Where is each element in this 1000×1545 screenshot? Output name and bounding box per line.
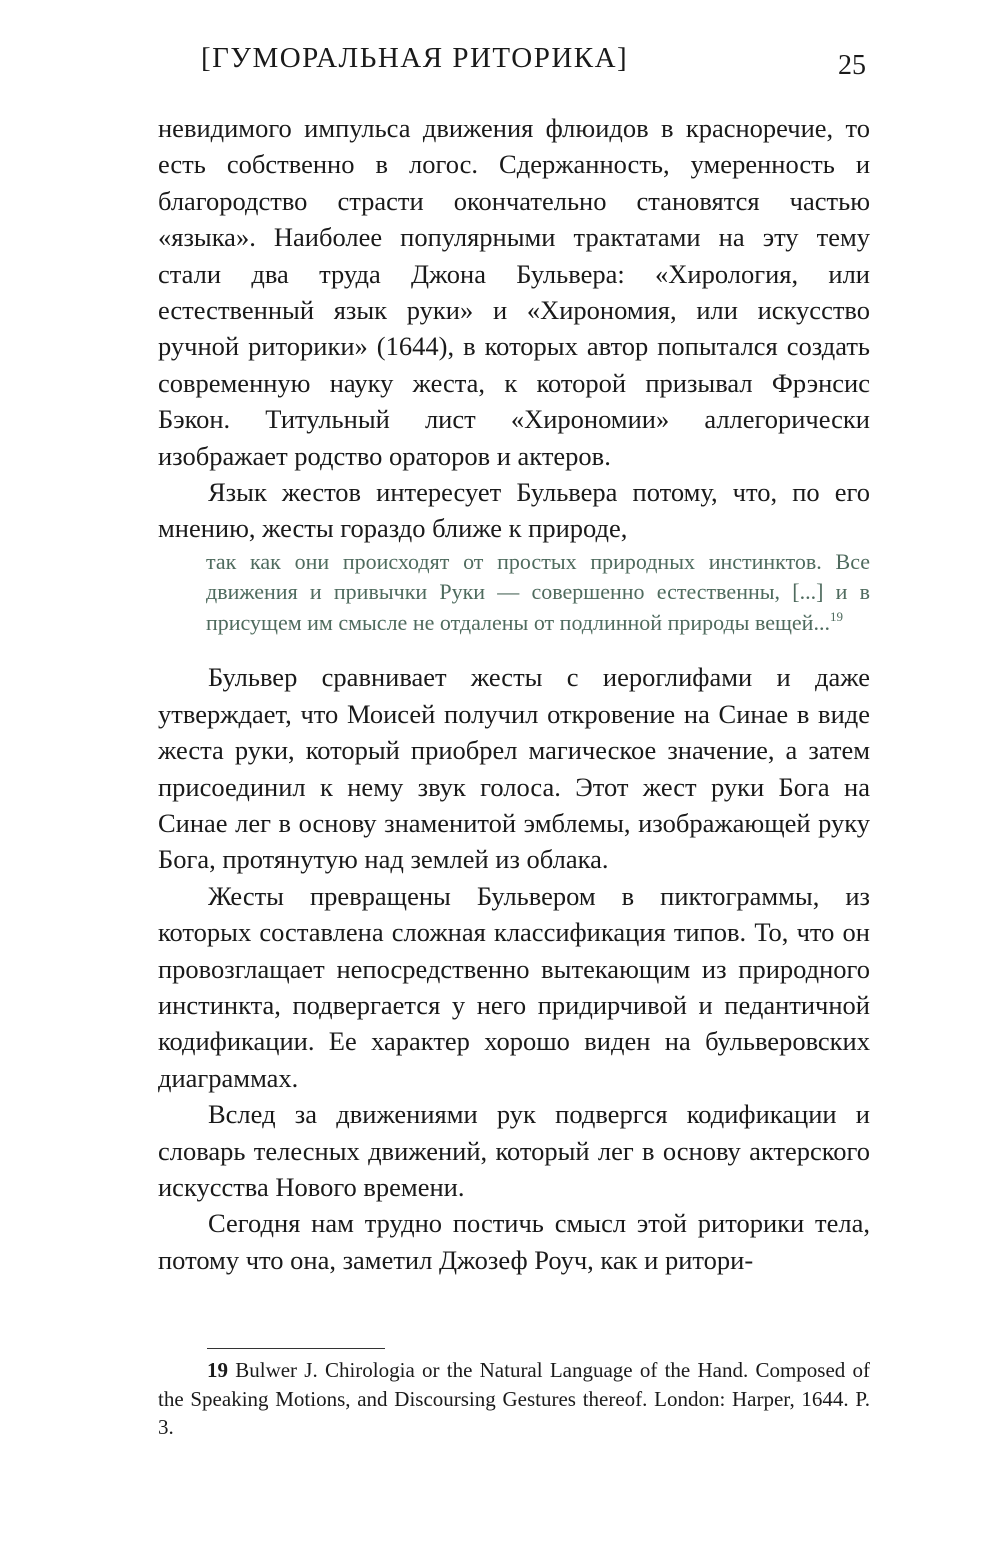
paragraph: Вслед за движениями рук подвергся кодификации и словарь телесных движений, который лег в основу актерского искусства Нового времени. xyxy=(158,1099,870,1203)
footnote-number: 19 xyxy=(207,1358,228,1382)
footnote-divider xyxy=(207,1348,385,1349)
footnote-text: Bulwer J. Chirologia or the Natural Language of the Hand. Composed of the Speaking Motions, and Discoursing Gestures thereof. London: Harper, 1644. P. 3. xyxy=(158,1358,870,1439)
paragraph: Сегодня нам трудно постичь смысл этой риторики тела, потому что она, заметил Джозеф Роуч, как и ритори- xyxy=(158,1208,870,1275)
paragraph: невидимого импульса движения флюидов в красноречие, то есть собственно в логос. Сдержанность, умеренность и благородство страсти окончательно становятся частью «языка». Наиболее популярными трактатами на эту тему стали два труда Джона Бульвера: «Хирология, или естественный язык руки» и «Хирономия, или искусство ручной риторики» (1644), в которых автор попытался создать современную науку жеста, к которой призывал Фрэнсис Бэкон. Титульный лист «Хирономии» аллегорически изображает родство ораторов и актеров. xyxy=(158,113,870,471)
quote-text: так как они происходят от простых природных инстинктов. Все движения и привычки Руки — совершенно естественны, [...] и в присущем им смысле не отдалены от подлинной природы вещей... xyxy=(206,548,870,635)
paragraph: Жесты превращены Бульвером в пиктограммы, из которых составлена сложная классификация типов. То, что он провозглащает непосредственно вытекающим из природного инстинкта, подвергается у него придирчивой и педантичной кодификации. Ее характер хорошо виден на бульверовских диаграммах. xyxy=(158,880,870,1093)
main-text xyxy=(158,110,870,1278)
page-number: 25 xyxy=(838,50,866,81)
paragraph: Бульвер сравнивает жесты с иероглифами и даже утверждает, что Моисей получил откровение на Синае в виде жеста руки, который приобрел магическое значение, а затем присоединил к нему звук голоса. Этот жест руки Бога на Синае лег в основу знаменитой эмблемы, изображающей руку Бога, протянутую над землей из облака. xyxy=(158,662,870,875)
block-quote xyxy=(206,547,870,639)
running-title: [ГУМОРАЛЬНАЯ РИТОРИКА] xyxy=(201,42,629,74)
paragraph: Язык жестов интересует Бульвера потому, что, по его мнению, жесты гораздо ближе к природе, xyxy=(158,477,870,544)
footnote-reference[interactable]: 19 xyxy=(829,608,843,624)
footnote xyxy=(158,1356,870,1442)
